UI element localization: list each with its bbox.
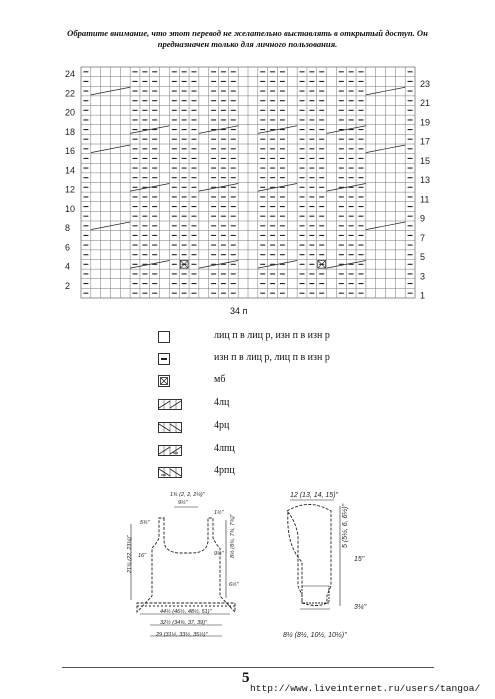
row-number-left: 20 xyxy=(65,107,76,118)
cable-4-left-purl-icon xyxy=(158,445,182,456)
row-number-right: 17 xyxy=(420,136,431,147)
cable-4-right-icon xyxy=(158,422,182,433)
label-sleeve-length: 15" xyxy=(354,556,365,563)
chart-grid xyxy=(81,67,415,298)
row-number-right: 13 xyxy=(420,175,431,186)
row-numbers xyxy=(65,69,430,300)
row-number-right: 7 xyxy=(420,232,426,243)
label-sleeve-bottom: 8½ (8½, 10½, 10½)" xyxy=(283,632,347,639)
label-bottom-3: 29 (31½, 33½, 35½)" xyxy=(156,632,208,638)
label-right-mid: 9½" xyxy=(214,551,224,557)
bobble-mark xyxy=(318,261,326,269)
legend-item-purl: изн п в лиц р, лиц п в изн р xyxy=(158,351,170,367)
label-sleeve-cuff: 3¼" xyxy=(354,604,367,611)
row-number-left: 4 xyxy=(65,261,71,272)
legend-item-bobble: мб xyxy=(158,373,170,389)
row-number-right: 21 xyxy=(420,98,431,109)
dash-square-icon xyxy=(158,353,170,365)
label-left-total: 21¾ (22, 23¼)" xyxy=(127,535,133,573)
label-neck-inner: 9½" xyxy=(178,500,188,506)
page-number: 5 xyxy=(242,670,250,686)
watermark-url: http://www.liveinternet.ru/users/tangoa/ xyxy=(250,683,481,694)
row-number-right: 9 xyxy=(420,213,426,224)
legend-item-4rc: 4рц xyxy=(158,419,182,435)
row-number-right: 11 xyxy=(420,194,430,205)
row-number-left: 12 xyxy=(65,184,76,195)
label-left-top: 5¾" xyxy=(140,520,150,526)
bobble-mark xyxy=(180,261,188,269)
row-number-left: 14 xyxy=(65,165,76,176)
row-number-right: 19 xyxy=(420,117,431,128)
legend-item-knit: лиц п в лиц р, изн п в изн р xyxy=(158,329,170,345)
label-neck-width: 1¾ (2, 2, 2¼)" xyxy=(170,492,205,498)
chart-stitch-count: 34 п xyxy=(230,306,248,316)
row-number-left: 2 xyxy=(65,280,71,291)
cable-4-right-purl-icon xyxy=(158,467,182,478)
row-number-left: 24 xyxy=(65,69,76,80)
legend-item-4lpc: 4лпц xyxy=(158,442,182,458)
label-left-lower: 16" xyxy=(138,553,147,559)
label-strap: 1½" xyxy=(214,510,224,516)
label-right-low: 6½" xyxy=(229,582,239,588)
legend-item-4lc: 4лц xyxy=(158,396,182,412)
row-number-left: 22 xyxy=(65,88,76,99)
footer-divider xyxy=(62,667,434,668)
label-sleeve-cap: 5 (5½, 6, 6½)" xyxy=(342,503,349,548)
row-number-left: 10 xyxy=(65,203,76,214)
row-number-right: 15 xyxy=(420,155,431,166)
bobble-square-icon xyxy=(158,375,170,387)
cable-4-left-icon xyxy=(158,399,182,410)
label-right-armhole: 8½ (8¾, 7¾, 7¾)" xyxy=(230,514,236,558)
row-number-left: 6 xyxy=(65,242,71,253)
label-bottom-2: 32½ (34¾, 37, 39)" xyxy=(160,620,207,626)
notice-line-2: предназначен только для личного пользования. xyxy=(157,39,338,49)
row-number-right: 3 xyxy=(420,271,426,282)
label-sleeve-top: 12 (13, 14, 15)" xyxy=(290,492,339,499)
row-number-left: 16 xyxy=(65,146,76,157)
row-number-right: 1 xyxy=(420,290,426,301)
label-bottom-1: 44½ (46½, 48½, 51)" xyxy=(160,609,212,615)
legend-item-4rpc: 4рпц xyxy=(158,464,182,480)
notice-line-1: Обратите внимание, что этот перевод не желательно выставлять в открытый доступ. Он xyxy=(67,28,428,38)
row-number-left: 18 xyxy=(65,126,76,137)
empty-square-icon xyxy=(158,331,170,343)
row-number-left: 8 xyxy=(65,223,71,234)
row-number-right: 5 xyxy=(420,252,426,263)
row-number-right: 23 xyxy=(420,78,431,89)
